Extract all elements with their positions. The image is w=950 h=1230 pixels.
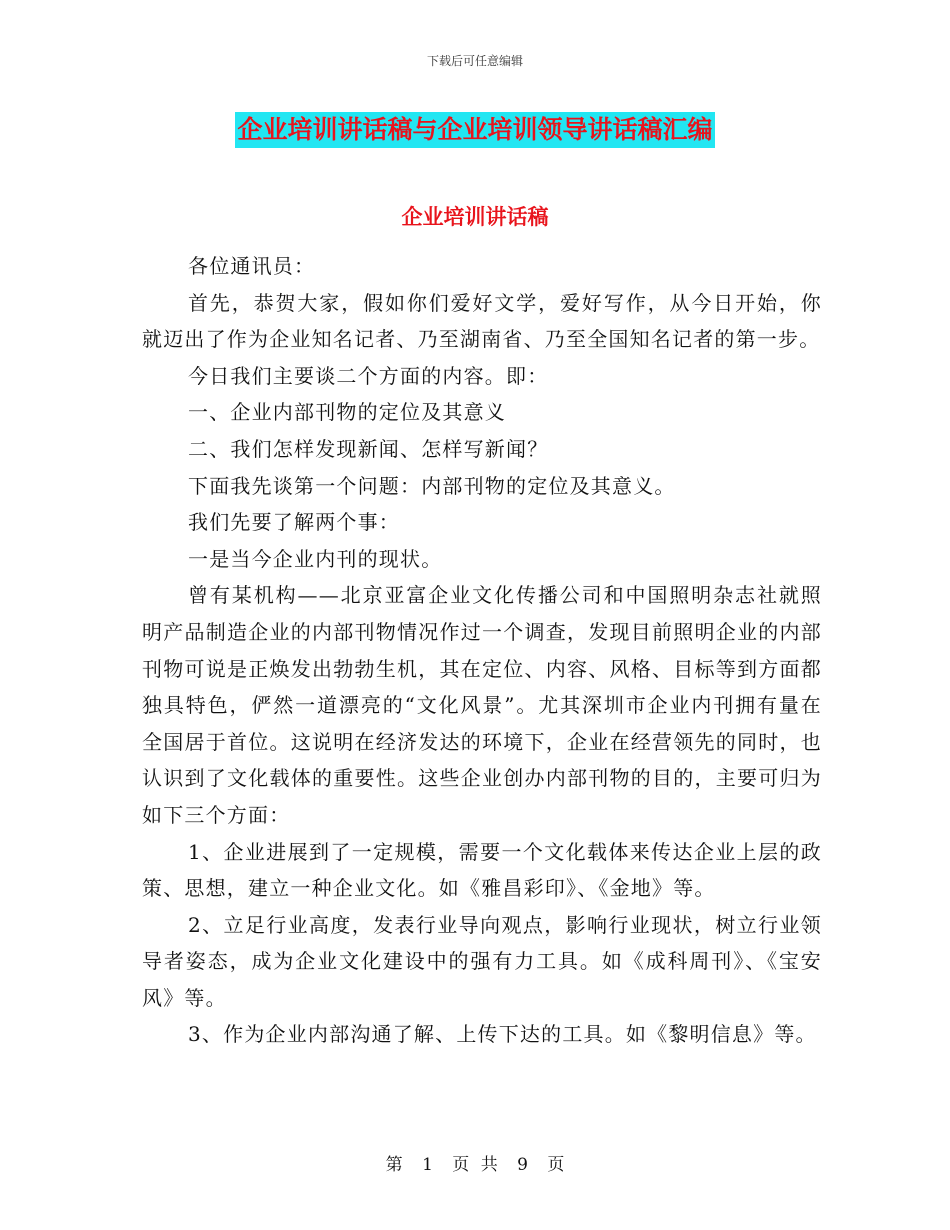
paragraph-salutation: 各位通讯员： bbox=[188, 254, 316, 278]
page-total: 9 bbox=[517, 1155, 528, 1175]
page-number: 1 bbox=[422, 1155, 433, 1175]
list-item: 3、作为企业内部沟通了解、上传下达的工具。如《黎明信息》等。 bbox=[188, 1022, 817, 1047]
paragraph: 下面我先谈第一个问题：内部刊物的定位及其意义。 bbox=[188, 473, 676, 498]
main-title-container bbox=[0, 112, 950, 148]
paragraph: 首先，恭贺大家，假如你们爱好文学，爱好写作，从今日开始，你就迈出了作为企业知名记者、乃至湖南省、乃至全国知名记者的第一步。 bbox=[142, 290, 822, 352]
footer-middle: 页 共 bbox=[452, 1155, 498, 1175]
paragraph: 今日我们主要谈二个方面的内容。即： bbox=[188, 363, 549, 388]
footer-suffix: 页 bbox=[547, 1155, 565, 1175]
paragraph: 一是当今企业内刊的现状。 bbox=[188, 546, 443, 571]
paragraph: 我们先要了解两个事： bbox=[188, 510, 400, 535]
footer-prefix: 第 bbox=[385, 1155, 403, 1175]
header-note: 下载后可任意编辑 bbox=[426, 54, 523, 68]
paragraph: 曾有某机构——北京亚富企业文化传播公司和中国照明杂志社就照明产品制造企业的内部刊物情况作过一个调查，发现目前照明企业的内部刊物可说是正焕发出勃勃生机，其在定位、内容、风格、目标等到方面都独具特色，俨然一道漂亮的“文化风景”。尤其深圳市企业内刊拥有量在全国居于首位。这说明在经济发达的环境下，企业在经营领先的同时，也认识到了文化载体的重要性。这些企业创办内部刊物的目的，主要可归为如下三个方面： bbox=[142, 583, 822, 827]
section-title: 企业培训讲话稿 bbox=[401, 205, 549, 229]
document-body bbox=[142, 248, 822, 1053]
list-item: 1、企业进展到了一定规模，需要一个文化载体来传达企业上层的政策、思想，建立一种企业文化。如《雅昌彩印》、《金地》等。 bbox=[142, 839, 822, 901]
paragraph-point-two: 二、我们怎样发现新闻、怎样写新闻？ bbox=[188, 436, 549, 461]
list-item: 2、立足行业高度，发表行业导向观点，影响行业现状，树立行业领导者姿态，成为企业文化建设中的强有力工具。如《成科周刊》、《宝安风》等。 bbox=[142, 912, 822, 1010]
paragraph-point-one: 一、企业内部刊物的定位及其意义 bbox=[188, 400, 506, 425]
page-footer bbox=[0, 1150, 950, 1175]
main-title: 企业培训讲话稿与企业培训领导讲话稿汇编 bbox=[235, 112, 714, 148]
